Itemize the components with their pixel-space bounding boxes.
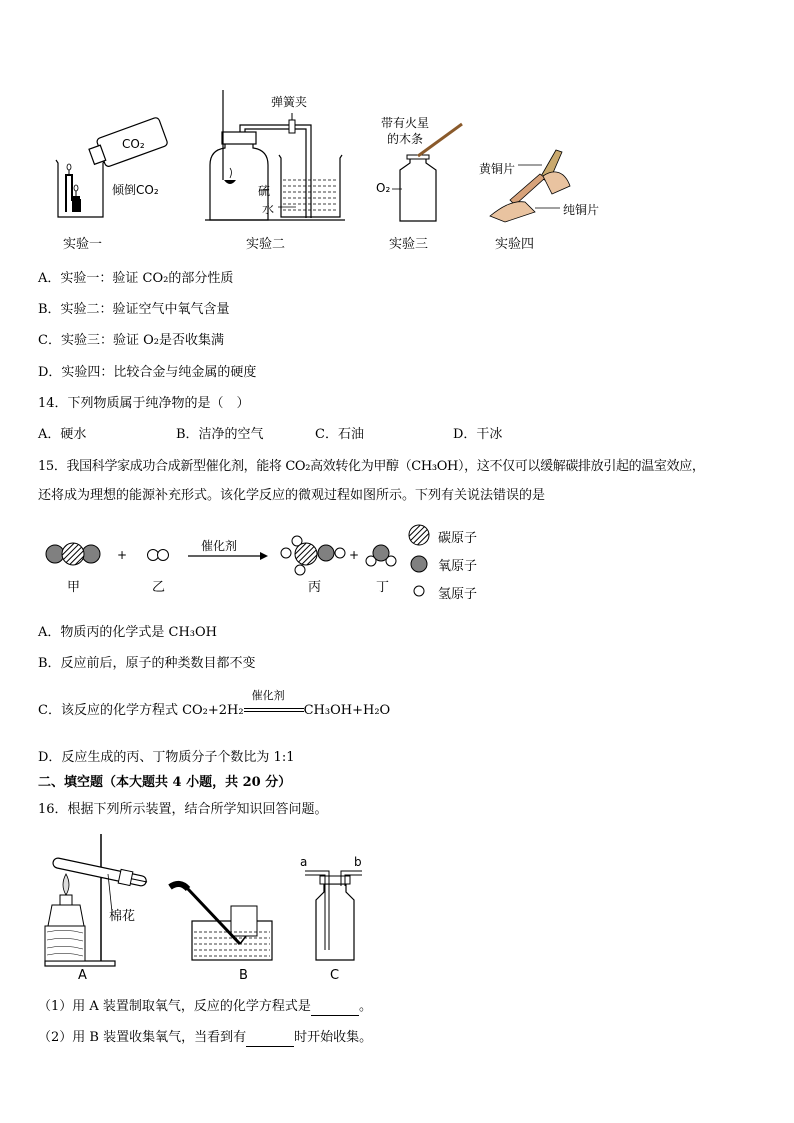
q14-option-c: C．石油 <box>315 427 364 442</box>
q13-option-c: C．实验三：验证 O₂是否收集满 <box>38 333 224 348</box>
q16-sub2-end: 时开始收集。 <box>294 1030 373 1045</box>
sulfur-label: 硫 <box>258 184 271 198</box>
q16-sub1 <box>38 998 372 1016</box>
q16-sub2-blank <box>246 1034 294 1047</box>
section-2-heading: 二、填空题（本大题共 4 小题，共 20 分） <box>38 775 292 790</box>
experiment-3-caption: 实验三 <box>389 237 429 252</box>
q15-option-c-prefix: C．该反应的化学方程式 CO₂+2H₂ <box>38 703 244 718</box>
legend-hydrogen: 氢原子 <box>438 587 478 602</box>
q15-option-d: D．反应生成的丙、丁物质分子个数比为 1:1 <box>38 750 295 765</box>
label-jia: 甲 <box>67 580 81 595</box>
q13-option-d: D．实验四：比较合金与纯金属的硬度 <box>38 365 257 380</box>
q15-option-a: A．物质丙的化学式是 CH₃OH <box>38 625 218 640</box>
q14-option-a: A．硬水 <box>38 427 87 442</box>
experiment-2-caption: 实验二 <box>246 237 286 252</box>
q14-stem: 14．下列物质属于纯净物的是（ ） <box>38 396 250 411</box>
q16-sub1-blank <box>311 1003 359 1016</box>
legend-carbon: 碳原子 <box>438 531 478 546</box>
port-a-label: a <box>300 855 308 869</box>
q14-option-d: D．干冰 <box>453 427 503 442</box>
q15-stem-line-1: 15．我国科学家成功合成新型催化剂，能将 CO₂高效转化为甲醇（CH₃OH），这不仅可以缓解碳排放引起的温室效应， <box>38 459 705 474</box>
label-bing: 丙 <box>308 580 322 595</box>
o2-label: O₂ <box>376 181 391 195</box>
experiment-4-caption: 实验四 <box>495 237 535 252</box>
apparatus-a-caption: A <box>78 968 87 983</box>
apparatus-c-caption: C <box>330 968 340 983</box>
equation-condition: 催化剂 <box>251 688 285 702</box>
q16-sub2-text: （2）用 B 装置收集氧气，当看到有 <box>38 1030 247 1045</box>
q14-option-b: B．洁净的空气 <box>176 427 264 442</box>
q16-sub1-text: （1）用 A 装置制取氧气，反应的化学方程式是 <box>38 999 311 1014</box>
cotton-label: 棉花 <box>109 909 136 924</box>
q15-option-b: B．反应前后，原子的种类数目都不变 <box>38 656 256 671</box>
plus-sign-1: + <box>117 548 128 562</box>
glowing-stick-label-2: 的木条 <box>387 132 424 146</box>
port-b-label: b <box>354 855 362 869</box>
label-ding: 丁 <box>376 580 390 595</box>
pure-copper-label: 纯铜片 <box>563 203 600 217</box>
glowing-stick-label-1: 带有火星 <box>381 116 430 130</box>
q13-option-a: A．实验一：验证 CO₂的部分性质 <box>38 271 234 286</box>
legend-oxygen: 氧原子 <box>438 559 478 574</box>
plus-sign-2: + <box>349 548 360 562</box>
apparatus-b-caption: B <box>239 968 248 983</box>
label-yi: 乙 <box>152 580 166 595</box>
co2-bottle-label: CO₂ <box>122 137 145 151</box>
catalyst-label: 催化剂 <box>201 539 238 553</box>
water-label: 水 <box>262 202 275 216</box>
brass-label: 黄铜片 <box>479 162 516 176</box>
experiment-1-caption: 实验一 <box>63 237 103 252</box>
q16-sub1-end: 。 <box>358 999 372 1014</box>
q13-option-b: B．实验二：验证空气中氧气含量 <box>38 302 230 317</box>
q15-stem-line-2: 还将成为理想的能源补充形式。该化学反应的微观过程如图所示。下列有关说法错误的是 <box>38 488 546 503</box>
spring-clip-label: 弹簧夹 <box>271 95 308 109</box>
q16-sub2 <box>38 1029 372 1047</box>
pour-co2-label: 倾倒CO₂ <box>112 183 159 197</box>
q15-option-c-suffix: CH₃OH+H₂O <box>303 703 391 718</box>
q16-stem: 16．根据下列所示装置，结合所学知识回答问题。 <box>38 802 328 817</box>
